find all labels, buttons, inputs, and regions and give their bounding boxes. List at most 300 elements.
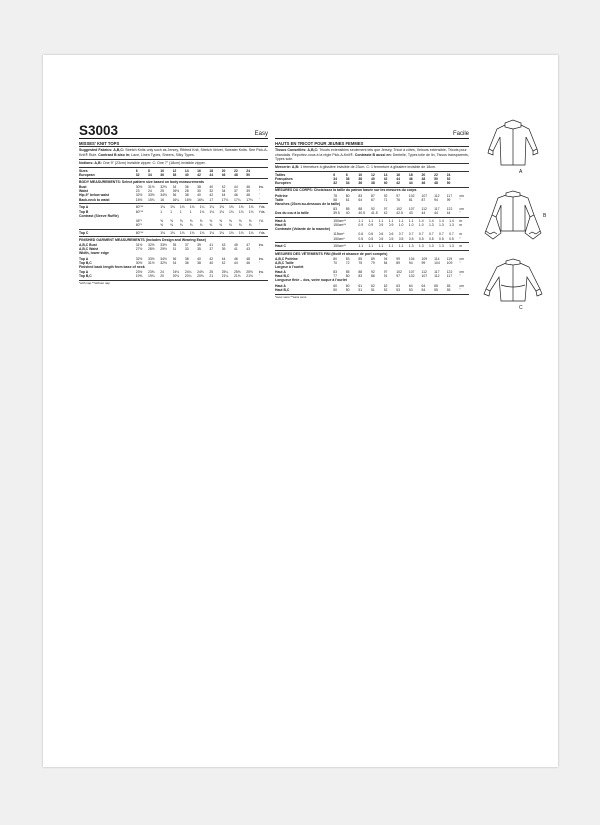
table-cell: 1¼ <box>209 205 215 210</box>
table-cell: ⅜ <box>199 222 203 227</box>
row-label: A,B,C Waist <box>79 247 99 252</box>
row-unit: " <box>459 236 461 241</box>
table-cell: 32 <box>333 181 337 186</box>
table-cell: 39 <box>221 247 226 252</box>
table-cell: 0.5 <box>378 236 384 241</box>
table-cell: 112 <box>434 193 440 198</box>
table-cell: 25⅝ <box>246 269 253 274</box>
row-unit: cm <box>459 283 464 288</box>
table-cell: 1⅛ <box>189 205 195 210</box>
table-cell: 21¼ <box>221 274 229 279</box>
table-cell: 36 <box>160 172 165 177</box>
table-cell: 17⅛ <box>221 197 229 202</box>
table-cell: 36 <box>172 256 177 261</box>
table-cell: 0.9 <box>388 223 394 228</box>
table-cell: 48 <box>434 181 438 186</box>
table-cell: 53 <box>408 287 413 292</box>
table-cell: 0.5 <box>368 236 374 241</box>
row-label: Hip-9" below waist <box>79 193 110 198</box>
table-cell: 42 <box>221 260 226 265</box>
table-cell: 44 <box>233 260 238 265</box>
table-cell: 71 <box>383 197 388 202</box>
table-cell: 38 <box>371 181 375 186</box>
row-width: 60"** <box>135 205 144 210</box>
table-cell: 20 <box>221 168 226 173</box>
table-cell: 117 <box>434 207 440 212</box>
table-cell: 64 <box>421 283 426 288</box>
table-cell: 0.7 <box>449 232 454 237</box>
table-cell: 1.1 <box>358 219 364 224</box>
row-label: Haut A <box>275 219 286 224</box>
table-cell: 1.4 <box>439 219 444 224</box>
table-cell: 1⅛ <box>170 230 175 235</box>
table-cell: 1.1 <box>358 244 364 249</box>
row-width: 60"** <box>135 209 144 214</box>
table-cell: 22 <box>233 168 238 173</box>
table-row <box>275 181 469 185</box>
table-cell: 0.6 <box>378 232 384 237</box>
table-cell: 0.7 <box>439 232 444 237</box>
table-cell: 16½ <box>184 197 192 202</box>
row-unit: " <box>258 197 260 202</box>
table-cell: 6 <box>333 173 336 178</box>
table-cell: ⅜ <box>209 222 213 227</box>
table-cell: 97 <box>396 274 401 279</box>
table-cell: 16¾ <box>197 197 204 202</box>
table-cell: 25 <box>209 269 214 274</box>
table-cell: 1.1 <box>398 219 404 224</box>
table-cell: 48 <box>246 193 250 198</box>
pattern-envelope-sheet <box>43 55 558 767</box>
pattern-number: S3003 <box>79 123 119 138</box>
table-cell: 40 <box>197 256 201 261</box>
table-cell: ⅜ <box>189 222 193 227</box>
table-cell: 64 <box>408 283 413 288</box>
table-cell: 61 <box>345 197 350 202</box>
table-cell: 44 <box>221 256 226 261</box>
row-label: Top B,C <box>79 260 92 265</box>
table-cell: 44 <box>233 185 238 190</box>
measurement-table <box>79 205 268 213</box>
table-cell: 112 <box>421 270 427 275</box>
contrast-table <box>79 219 268 227</box>
table-cell: 1⅛ <box>160 230 165 235</box>
table-cell: 1⅛ <box>179 205 185 210</box>
table-cell: 36 <box>184 185 189 190</box>
table-cell: 83 <box>358 274 363 279</box>
table-cell: 94 <box>408 260 413 265</box>
table-cell: 34½ <box>160 193 167 198</box>
table-cell: 0.7 <box>428 232 434 237</box>
table-cell: 34 <box>333 177 337 182</box>
table-cell: 55 <box>446 287 451 292</box>
table-cell: 20⅛ <box>172 274 180 279</box>
table-cell: 1⅛ <box>199 230 205 235</box>
table-cell: 1.3 <box>439 223 444 228</box>
row-width: 150cm** <box>333 223 347 228</box>
table-cell: 24 <box>160 269 165 274</box>
table-cell: 97 <box>396 193 401 198</box>
table-cell: 32½ <box>135 193 143 198</box>
row-unit: m <box>459 219 463 224</box>
table-cell: 39 <box>246 189 250 194</box>
table-cell: 107 <box>421 274 428 279</box>
footnote-fr: *avec sens **sans sens <box>275 294 307 299</box>
table-cell: ⅜ <box>219 222 223 227</box>
row-width: 60"* <box>135 222 142 227</box>
table-cell: 104 <box>408 256 415 261</box>
table-cell: ⅝ <box>219 218 223 223</box>
table-cell: 1⅛ <box>179 230 185 235</box>
table-cell: 40 <box>209 260 214 265</box>
table-cell: 99 <box>421 260 426 265</box>
table-cell: 33 <box>184 247 189 252</box>
table-cell: 102 <box>396 207 402 212</box>
table-cell: 88 <box>358 270 363 275</box>
measurement-table <box>79 185 268 201</box>
table-cell: 1.3 <box>449 223 454 228</box>
table-cell: 0.6 <box>358 232 364 237</box>
table-cell: 30½ <box>135 185 143 190</box>
table-cell: 1⅛ <box>199 209 205 214</box>
table-cell: 0.7 <box>398 232 404 237</box>
table-cell: 89 <box>396 260 401 265</box>
footnote: *with nap **without nap <box>79 280 110 285</box>
table-cell: 102 <box>408 193 415 198</box>
table-cell: 42 <box>396 181 401 186</box>
table-cell: 39.5 <box>333 211 340 216</box>
table-cell: ⅜ <box>160 222 164 227</box>
table-cell: 38 <box>172 172 177 177</box>
row-label <box>275 237 333 241</box>
table-row <box>275 288 469 292</box>
table-cell: 72 <box>345 260 350 265</box>
table-row <box>275 211 469 215</box>
table-cell: 104 <box>434 260 440 265</box>
table-cell: 1.1 <box>378 244 384 249</box>
table-cell: ⅝ <box>248 218 252 223</box>
table-cell: 1.3 <box>428 223 434 228</box>
row-label: Tailles <box>275 173 286 178</box>
table-cell: 83 <box>333 207 337 212</box>
length-table <box>79 270 268 278</box>
row-label: Top A <box>79 269 89 274</box>
length-heading: Finished back length from base of neck <box>79 264 145 269</box>
table-cell: 43 <box>246 247 250 252</box>
table-cell: 38 <box>184 256 189 261</box>
table-cell: 85 <box>345 207 350 212</box>
table-cell: 32½ <box>147 243 155 248</box>
table-cell: 60 <box>345 283 350 288</box>
size-table-fr <box>275 173 469 185</box>
table-cell: 34 <box>172 185 177 190</box>
table-cell: 75 <box>358 260 363 265</box>
table-cell: 84 <box>383 260 388 265</box>
table-cell: 0.5 <box>358 236 364 241</box>
row-label: Back-neck to waist <box>79 197 110 202</box>
table-cell: 112 <box>434 274 440 279</box>
row-label: Haut B <box>275 223 286 228</box>
table-cell: 51 <box>358 287 363 292</box>
measurement-table <box>275 219 469 227</box>
table-cell: 92 <box>371 270 375 275</box>
row-width: 150cm** <box>333 244 347 249</box>
table-cell: 32 <box>209 189 214 194</box>
table-cell: 0.6 <box>368 232 374 237</box>
table-cell: 31½ <box>135 243 143 248</box>
table-cell: 24⅛ <box>172 269 180 274</box>
table-cell: 34 <box>147 172 152 177</box>
table-cell: 107 <box>408 207 415 212</box>
table-cell: 50 <box>434 177 438 182</box>
table-cell: 80 <box>345 274 350 279</box>
row-unit: Yd. <box>258 218 264 223</box>
table-cell: 1.3 <box>439 244 444 249</box>
table-cell: ⅝ <box>189 218 193 223</box>
table-cell: 30 <box>197 189 201 194</box>
table-cell: 0.9 <box>378 223 384 228</box>
table-cell: 52 <box>383 287 388 292</box>
table-cell: 1⅛ <box>229 230 234 235</box>
table-cell: 40 <box>383 181 388 186</box>
yardage-table-fr <box>275 219 469 227</box>
table-cell: 1⅛ <box>248 230 254 235</box>
hanches-heading: Hanches (23cm au-dessous de la taille) <box>275 201 341 206</box>
width-heading-fr: Largeur à l'ourlet <box>275 264 304 269</box>
table-cell: 65 <box>434 283 438 288</box>
table-cell: ⅝ <box>179 218 183 223</box>
table-cell: 12 <box>371 173 375 178</box>
table-cell: 24 <box>246 168 250 173</box>
table-cell: 33½ <box>160 243 167 248</box>
table-cell: 44 <box>209 172 214 177</box>
table-cell: ⅜ <box>229 222 232 227</box>
table-cell: 117 <box>446 274 453 279</box>
table-cell: 91 <box>383 274 388 279</box>
table-cell: 1.1 <box>388 219 394 224</box>
table-cell: 1.1 <box>378 219 384 224</box>
table-cell: 37 <box>233 189 238 194</box>
table-cell: 0.7 <box>418 232 424 237</box>
table-cell: 30½ <box>135 260 143 265</box>
table-cell: 94 <box>383 256 388 261</box>
row-label: Top C <box>79 230 89 235</box>
table-cell: 62 <box>371 283 375 288</box>
table-cell: 27½ <box>135 247 143 252</box>
table-cell: 85 <box>358 256 363 261</box>
haut-c-table <box>275 244 469 248</box>
table-cell: 1.4 <box>418 219 424 224</box>
table-cell: 87 <box>421 197 426 202</box>
table-cell: 32½ <box>160 185 167 190</box>
table-cell: 83 <box>333 270 337 275</box>
row-unit: " <box>459 197 461 202</box>
table-cell: 1 <box>170 209 172 214</box>
table-cell: 10 <box>160 168 165 173</box>
table-cell: 46 <box>221 172 226 177</box>
table-cell: 48 <box>246 256 250 261</box>
table-cell: 102 <box>408 274 415 279</box>
table-cell: 40.5 <box>358 211 366 216</box>
suggested-fabrics-fr: Tissus Conseillés: A,B,C: Tricots extensibles seulement tels que Jersey, Tricot à côtes, Velours extensible, Tricots pour chandails. Reportez-vous à la règle Pick-A-Knit®. Contraste B aussi en: Dentelle, Types toile de lin, Tissus transparents, Types soie. <box>275 148 469 161</box>
table-cell: 94 <box>434 197 438 202</box>
table-cell: 119 <box>446 256 453 261</box>
table-cell: 40 <box>184 172 189 177</box>
view-b-label: B <box>543 213 547 219</box>
row-label: A,B,C Taille <box>275 260 294 265</box>
table-cell: 8 <box>345 173 348 178</box>
table-cell: 36 <box>358 181 363 186</box>
table-cell: 0.5 <box>428 236 434 241</box>
table-cell: 55 <box>434 287 438 292</box>
table-cell: 38 <box>197 185 201 190</box>
row-label: Haut C <box>275 244 286 249</box>
table-cell: 1 <box>160 209 163 214</box>
table-cell: 18 <box>408 173 413 178</box>
table-cell: 43 <box>221 243 226 248</box>
table-cell: 78 <box>333 193 337 198</box>
table-cell: 25⅜ <box>233 269 241 274</box>
row-unit: m <box>459 223 463 228</box>
table-cell: 48 <box>233 172 238 177</box>
table-cell: 42 <box>197 172 201 177</box>
finished-table <box>79 243 268 251</box>
row-unit: " <box>258 193 260 198</box>
table-cell: 1⅜ <box>229 205 234 210</box>
row-unit: m <box>459 232 463 237</box>
table-cell: ⅜ <box>179 222 183 227</box>
french-column <box>275 55 469 299</box>
table-cell: 122 <box>446 270 453 275</box>
yardage-table <box>79 205 268 213</box>
table-cell: 53 <box>396 287 401 292</box>
table-cell: ⅜ <box>238 222 242 227</box>
table-cell: 21⅝ <box>246 274 253 279</box>
table-cell: 44 <box>446 211 451 216</box>
table-cell: 1⅛ <box>170 205 175 210</box>
table-cell: 35 <box>172 243 177 248</box>
table-cell: 0.7 <box>408 232 414 237</box>
table-cell: 42 <box>209 256 214 261</box>
table-cell: 58 <box>333 197 337 202</box>
table-cell: 1⅛ <box>209 230 215 235</box>
table-cell: 18 <box>209 168 214 173</box>
table-cell: ⅝ <box>238 218 242 223</box>
table-cell: 20¼ <box>184 274 192 279</box>
table-cell: 63 <box>396 283 401 288</box>
measurement-table <box>275 232 469 240</box>
table-cell: 38 <box>358 177 363 182</box>
table-cell: 65 <box>446 283 451 288</box>
table-cell: 42 <box>383 177 388 182</box>
table-cell: 19¾ <box>147 274 155 279</box>
measurement-table <box>275 244 469 248</box>
table-cell: 44 <box>396 177 401 182</box>
difficulty-level: Easy <box>254 131 268 137</box>
table-cell: 1⅛ <box>229 209 234 214</box>
table-cell: 47 <box>246 243 250 248</box>
table-cell: 114 <box>434 256 440 261</box>
table-cell: 32½ <box>135 256 143 261</box>
table-cell: ⅝ <box>199 218 203 223</box>
table-cell: 38 <box>184 193 189 198</box>
table-cell: 1.1 <box>368 244 374 249</box>
view-sketches <box>473 115 553 355</box>
table-cell: 1.1 <box>408 219 414 224</box>
row-unit: " <box>258 274 260 279</box>
contrast-table-fr <box>275 232 469 240</box>
table-cell: 1.3 <box>408 244 414 249</box>
table-cell: 32 <box>135 172 140 177</box>
table-cell: 41.5 <box>371 211 378 216</box>
table-cell: 25 <box>160 189 165 194</box>
table-cell: 107 <box>408 270 415 275</box>
table-cell: 1⅛ <box>209 209 215 214</box>
row-unit: Yds. <box>258 230 266 235</box>
table-cell: 45 <box>233 243 238 248</box>
hanches-table <box>275 207 469 215</box>
table-cell: 36 <box>184 260 189 265</box>
row-label: A,B,C Poitrine <box>275 256 298 261</box>
table-cell: 50 <box>345 287 350 292</box>
row-unit: " <box>258 189 260 194</box>
table-cell: 76 <box>396 197 401 202</box>
view-c-sketch <box>473 255 553 315</box>
table-cell: 41 <box>209 243 214 248</box>
table-row <box>275 237 469 241</box>
table-cell: 1⅜ <box>248 205 254 210</box>
table-cell: 1.3 <box>449 244 454 249</box>
row-unit: Ins. <box>258 185 265 190</box>
table-cell: 80 <box>345 193 350 198</box>
row-unit: " <box>258 260 260 265</box>
table-cell: 1.0 <box>418 223 424 228</box>
row-unit: " <box>459 274 461 279</box>
table-cell: 34 <box>345 181 350 186</box>
table-cell: 15¾ <box>147 197 155 202</box>
table-cell: 42 <box>221 185 226 190</box>
table-cell: 1⅜ <box>219 205 224 210</box>
table-cell: 70 <box>333 260 337 265</box>
table-cell: 46 <box>233 256 238 261</box>
table-cell: ⅜ <box>248 222 252 227</box>
width-table <box>79 257 268 265</box>
table-cell: 77 <box>333 274 337 279</box>
table-cell: 92 <box>383 193 388 198</box>
row-unit <box>259 173 268 177</box>
table-cell: 1⅛ <box>248 209 254 214</box>
finished-measurements-title-fr: MESURES DES VÊTEMENTS FINI (Motif et aisance de port compris) <box>275 250 469 256</box>
table-cell: 20⅜ <box>197 274 204 279</box>
table-cell: 20 <box>160 274 165 279</box>
table-cell: 52 <box>446 177 451 182</box>
table-cell: 1⅛ <box>219 230 224 235</box>
row-label: Bust <box>79 185 87 190</box>
table-cell: 40 <box>197 193 201 198</box>
table-cell: 1.0 <box>408 223 414 228</box>
table-cell: 1.1 <box>398 244 404 249</box>
table-cell: ⅝ <box>170 218 173 223</box>
table-cell: 83 <box>358 193 363 198</box>
row-label: Top A <box>79 205 89 210</box>
table-cell: 0.5 <box>388 236 394 241</box>
table-cell: 24 <box>147 189 152 194</box>
table-cell: 34½ <box>160 256 167 261</box>
row-unit: cm <box>459 256 464 261</box>
table-cell: 16 <box>160 197 165 202</box>
row-label: European <box>79 172 95 177</box>
table-cell: 26½ <box>172 189 180 194</box>
